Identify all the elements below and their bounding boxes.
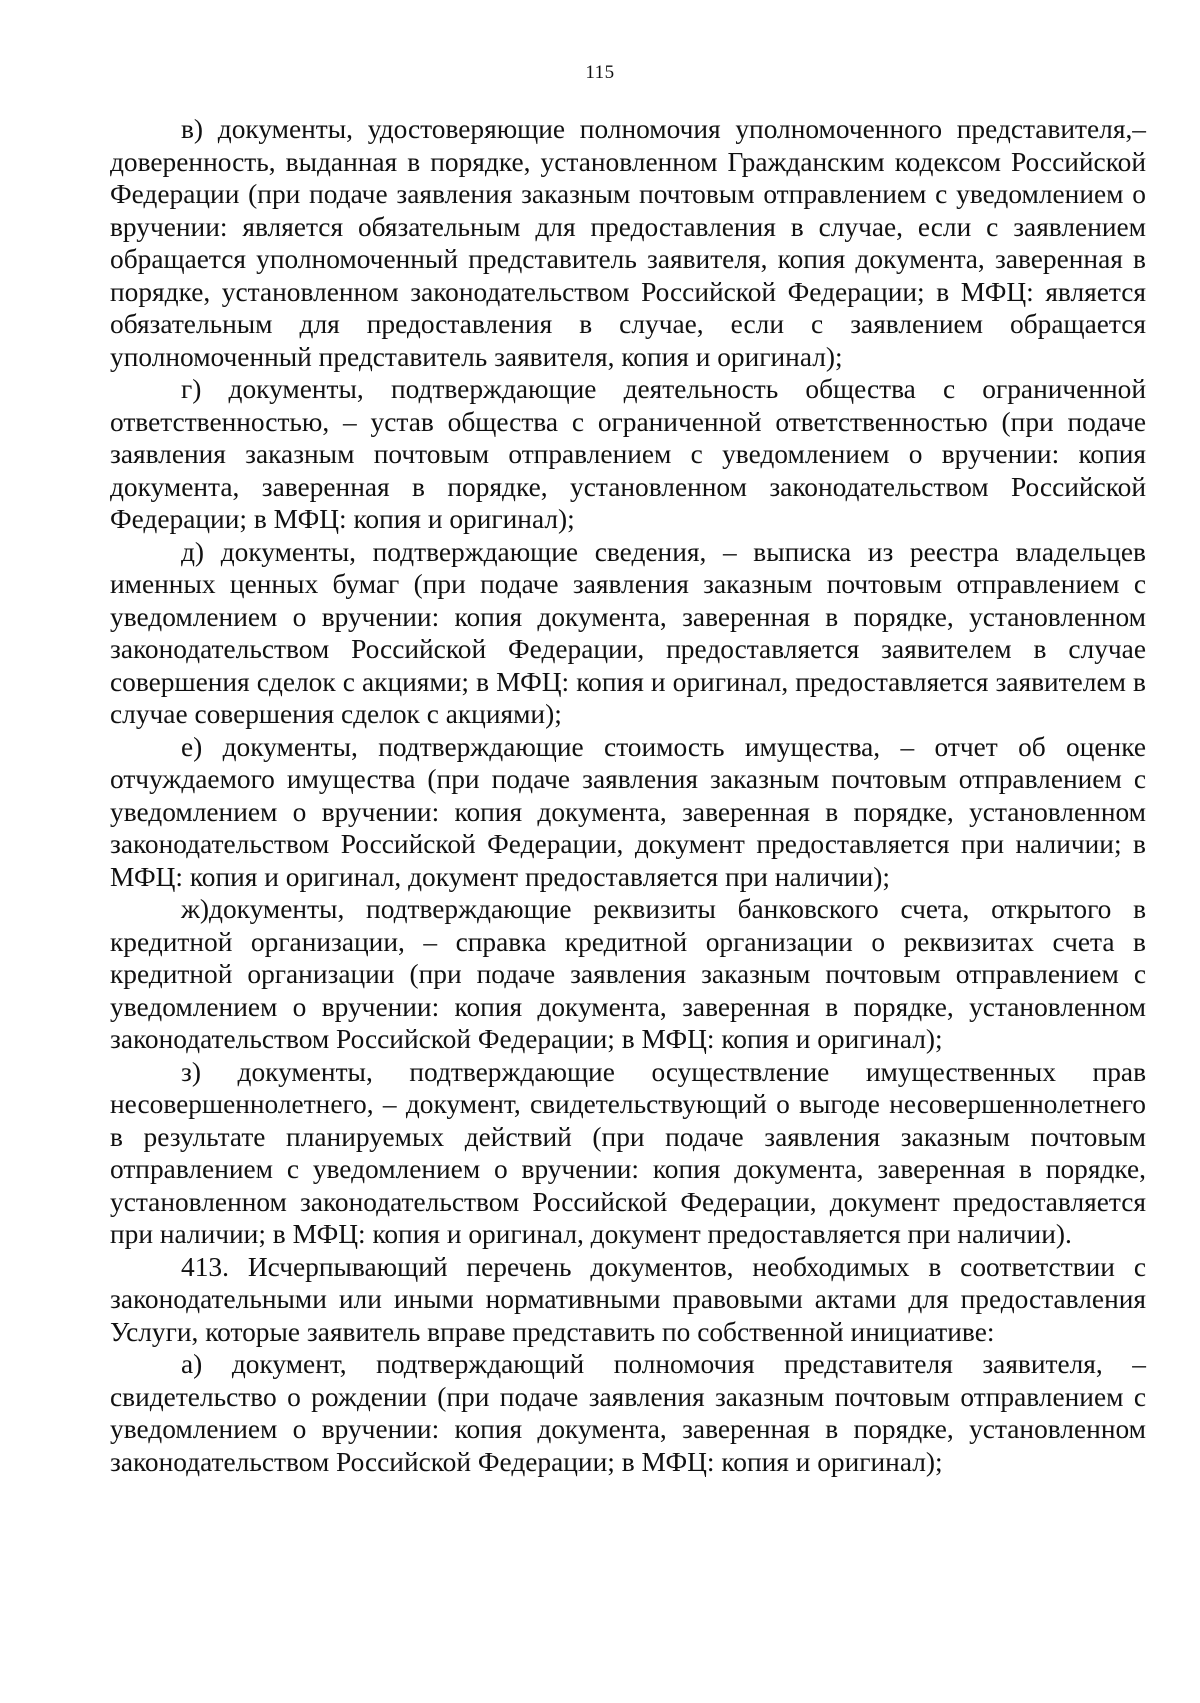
paragraph-item-zh: ж)документы, подтверждающие реквизиты банковского счета, открытого в кредитной организации, – справка кредитной организации о реквизитах счета в кредитной организации (при подаче заявления заказным почтовым отправлением с уведомлением о вручении: копия документа, заверенная в порядке, установленном законодательством Российской Федерации; в МФЦ: копия и оригинал); xyxy=(110,894,1146,1054)
page-number: 115 xyxy=(585,62,615,83)
paragraph-item-g: г) документы, подтверждающие деятельность общества с ограниченной ответственностью, – устав общества с ограниченной ответственностью (при подаче заявления заказным почтовым отправлением с уведомлением о вручении: копия документа, заверенная в порядке, установленном законодательством Российской Федерации; в МФЦ: копия и оригинал); xyxy=(110,374,1146,534)
paragraph-413: 413. Исчерпывающий перечень документов, необходимых в соответствии с законодательными или иными нормативными правовыми актами для предоставления Услуги, которые заявитель вправе представить по собственной инициативе: xyxy=(110,1251,1146,1347)
paragraph-item-e: е) документы, подтверждающие стоимость имущества, – отчет об оценке отчуждаемого имущества (при подаче заявления заказным почтовым отправлением с уведомлением о вручении: копия документа, заверенная в порядке, установленном законодательством Российской Федерации, документ предоставляется при наличии; в МФЦ: копия и оригинал, документ предоставляется при наличии); xyxy=(110,731,1146,892)
paragraph-item-a: а) документ, подтверждающий полномочия представителя заявителя, – свидетельство о рождении (при подаче заявления заказным почтовым отправлением с уведомлением о вручении: копия документа, заверенная в порядке, установленном законодательством Российской Федерации; в МФЦ: копия и оригинал); xyxy=(110,1349,1146,1477)
paragraph-item-v: в) документы, удостоверяющие полномочия уполномоченного представителя,– доверенность, выданная в порядке, установленном Гражданским кодексом Российской Федерации (при подаче заявления заказным почтовым отправлением с уведомлением о вручении: является обязательным для предоставления в случае, если с заявлением обращается уполномоченный представитель заявителя, копия документа, заверенная в порядке, установленном законодательством Российской Федерации; в МФЦ: является обязательным для предоставления в случае, если с заявлением обращается уполномоченный представитель заявителя, копия и оригинал); xyxy=(110,114,1146,372)
paragraph-item-d: д) документы, подтверждающие сведения, – выписка из реестра владельцев именных ценных бумаг (при подаче заявления заказным почтовым отправлением с уведомлением о вручении: копия документа, заверенная в порядке, установленном законодательством Российской Федерации, предоставляется заявителем в случае совершения сделок с акциями; в МФЦ: копия и оригинал, предоставляется заявителем в случае совершения сделок с акциями); xyxy=(110,536,1146,729)
paragraph-item-z: з) документы, подтверждающие осуществление имущественных прав несовершеннолетнего, – документ, свидетельствующий о выгоде несовершеннолетнего в результате планируемых действий (при подаче заявления заказным почтовым отправлением с уведомлением о вручении: копия документа, заверенная в порядке, установленном законодательством Российской Федерации, документ предоставляется при наличии; в МФЦ: копия и оригинал, документ предоставляется при наличии). xyxy=(110,1056,1146,1249)
document-body xyxy=(110,113,1146,1478)
